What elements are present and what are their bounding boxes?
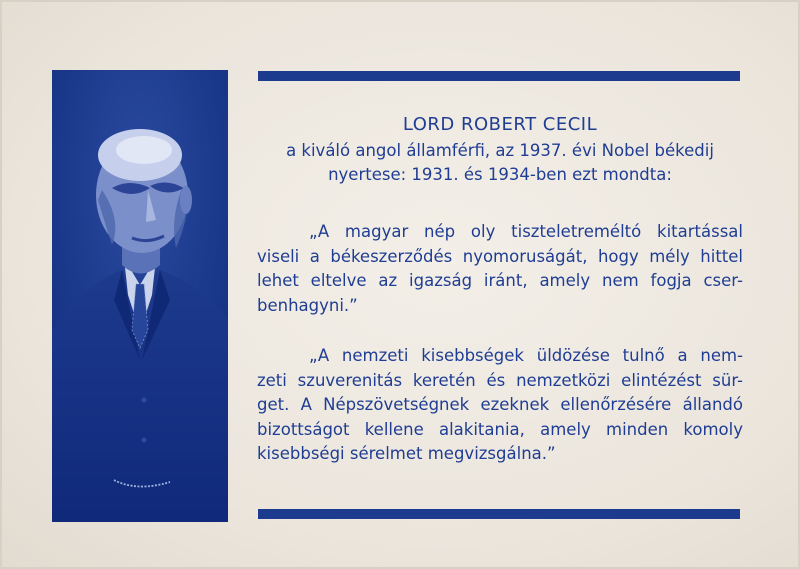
intro-line-2: nyertese: 1931. és 1934-ben ezt mondta:	[328, 165, 672, 184]
quote-2-line: zeti szuverenitás keretén és nemzetközi elintézést sür-	[257, 370, 743, 390]
portrait-photo	[52, 70, 228, 522]
quote-2-line: get. A Népszövetségnek ezeknek ellenőrzésére állandó	[257, 395, 743, 414]
quote-1-line: „A magyar nép oly tiszteletreméltó kitartással	[309, 222, 743, 241]
quote-1-line: viseli a békeszerződés nyomoruságát, hogy mély hittel	[257, 246, 743, 266]
heading-title: LORD ROBERT CECIL	[402, 114, 598, 135]
quote-2-line: bizottságot kellene alakitania, amely minden komoly	[257, 419, 743, 439]
quote-2-line: „A nemzeti kisebbségek üldözése tulnő a nem-	[309, 346, 743, 365]
quote-1	[257, 220, 743, 318]
intro-line-1: a kiváló angol államférfi, az 1937. évi Nobel békedij	[286, 141, 714, 160]
quote-2	[257, 344, 743, 467]
quote-1-line: lehet eltelve az igazság iránt, amely nem fogja cser-	[257, 271, 743, 290]
intro-text	[257, 139, 743, 187]
quote-2-line: kisebbségi sérelmet megvizsgálna.”	[257, 444, 556, 463]
quote-1-line: benhagyni.”	[257, 295, 358, 315]
portrait-illustration	[52, 70, 228, 522]
top-rule	[258, 71, 740, 81]
bottom-rule	[258, 509, 740, 519]
